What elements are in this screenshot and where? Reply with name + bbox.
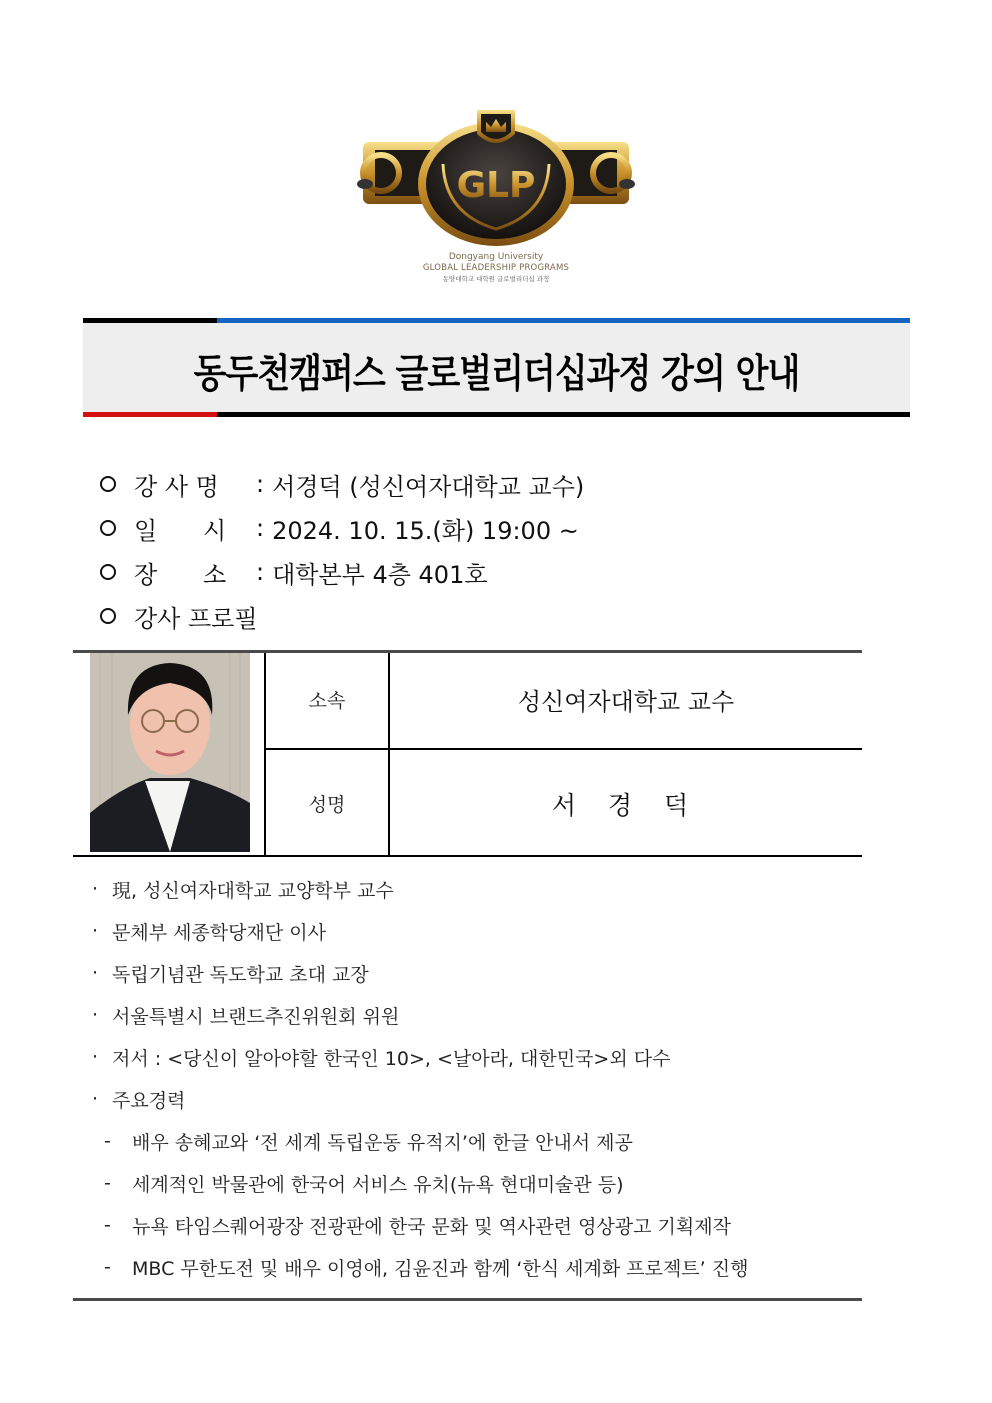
circle-bullet-icon [100, 608, 116, 624]
logo-caption [355, 252, 637, 284]
sub-list-item [92, 1120, 748, 1162]
logo-university: Dongyang University [448, 252, 544, 262]
sub-list-item [92, 1162, 748, 1204]
info-colon: : [256, 558, 265, 586]
circle-bullet-icon [100, 564, 116, 580]
dash: - [104, 1172, 111, 1194]
title-top-accent-black [83, 318, 217, 323]
bullet: · [92, 1046, 99, 1068]
list-item [92, 1036, 748, 1078]
list-item-text: 주요경력 [112, 1089, 186, 1112]
affiliation-label: 소속 [308, 690, 346, 712]
bullet: · [92, 1004, 99, 1026]
table-row-divider [265, 748, 862, 750]
info-value: 대학본부 4층 401호 [272, 560, 488, 589]
lecturer-photo [90, 653, 250, 852]
list-item-text: 서울특별시 브랜드추진위원회 위원 [112, 1005, 400, 1028]
info-colon: : [256, 514, 265, 542]
title-top-accent-blue [217, 318, 910, 323]
info-label: 일 시 [134, 516, 227, 545]
info-value: 서경덕 (성신여자대학교 교수) [272, 472, 585, 501]
page-title: 동두천캠퍼스 글로벌리더십과정 강의 안내 [193, 351, 800, 398]
bullet: · [92, 1088, 99, 1110]
table-bottom-border [73, 855, 862, 857]
list-item [92, 994, 748, 1036]
info-location [100, 550, 584, 594]
name-label: 성명 [308, 794, 346, 816]
career-list [92, 868, 748, 1288]
info-label: 강 사 명 [134, 472, 219, 501]
sub-list-item-text: MBC 무한도전 및 배우 이영애, 김윤진과 함께 ‘한식 세계화 프로젝트’ 진행 [132, 1257, 749, 1280]
info-colon: : [256, 470, 265, 498]
profile-table [73, 650, 862, 857]
title-bottom-accent-black [217, 412, 910, 417]
sub-list-item-text: 뉴욕 타임스퀘어광장 전광판에 한국 문화 및 역사관련 영상광고 기획제작 [132, 1215, 731, 1238]
title-banner [83, 318, 910, 417]
title-bottom-accent-red [83, 412, 217, 417]
info-profile-heading [100, 594, 584, 638]
portrait-icon [90, 653, 250, 852]
list-item [92, 910, 748, 952]
dash: - [104, 1256, 111, 1278]
dash: - [104, 1214, 111, 1236]
dash: - [104, 1130, 111, 1152]
glp-emblem-icon [355, 104, 637, 254]
info-label: 장 소 [134, 560, 227, 589]
sub-list-item-text: 배우 송혜교와 ‘전 세계 독립운동 유적지’에 한글 안내서 제공 [132, 1131, 633, 1154]
list-item-text: 저서 : <당신이 알아야할 한국인 10>, <날아라, 대한민국>외 다수 [112, 1047, 671, 1070]
list-item-text: 독립기념관 독도학교 초대 교장 [112, 963, 369, 986]
list-item-text: 문체부 세종학당재단 이사 [112, 921, 326, 944]
list-item-text: 現, 성신여자대학교 교양학부 교수 [112, 879, 394, 902]
info-datetime [100, 506, 584, 550]
name-value: 서 경 덕 [551, 791, 701, 820]
affiliation-value: 성신여자대학교 교수 [517, 688, 735, 716]
sub-list-item-text: 세계적인 박물관에 한국어 서비스 유치(뉴욕 현대미술관 등) [132, 1173, 624, 1196]
circle-bullet-icon [100, 476, 116, 492]
bullet: · [92, 962, 99, 984]
list-item [92, 868, 748, 910]
list-item [92, 952, 748, 994]
sub-list-item [92, 1246, 748, 1288]
section-end-rule [73, 1298, 862, 1301]
table-divider [264, 653, 266, 856]
logo-program: GLOBAL LEADERSHIP PROGRAMS [422, 263, 570, 273]
info-value: 2024. 10. 15.(화) 19:00 ~ [272, 516, 579, 545]
info-label: 강사 프로필 [134, 604, 258, 633]
list-item [92, 1078, 748, 1120]
bullet: · [92, 878, 99, 900]
bullet: · [92, 920, 99, 942]
logo-korean: 동양대학교 대학원 글로벌리더십 과정 [442, 275, 550, 283]
info-lecturer [100, 462, 584, 506]
lecture-info [100, 462, 584, 638]
sub-list-item [92, 1204, 748, 1246]
circle-bullet-icon [100, 520, 116, 536]
svg-text:GLP: GLP [456, 165, 536, 206]
